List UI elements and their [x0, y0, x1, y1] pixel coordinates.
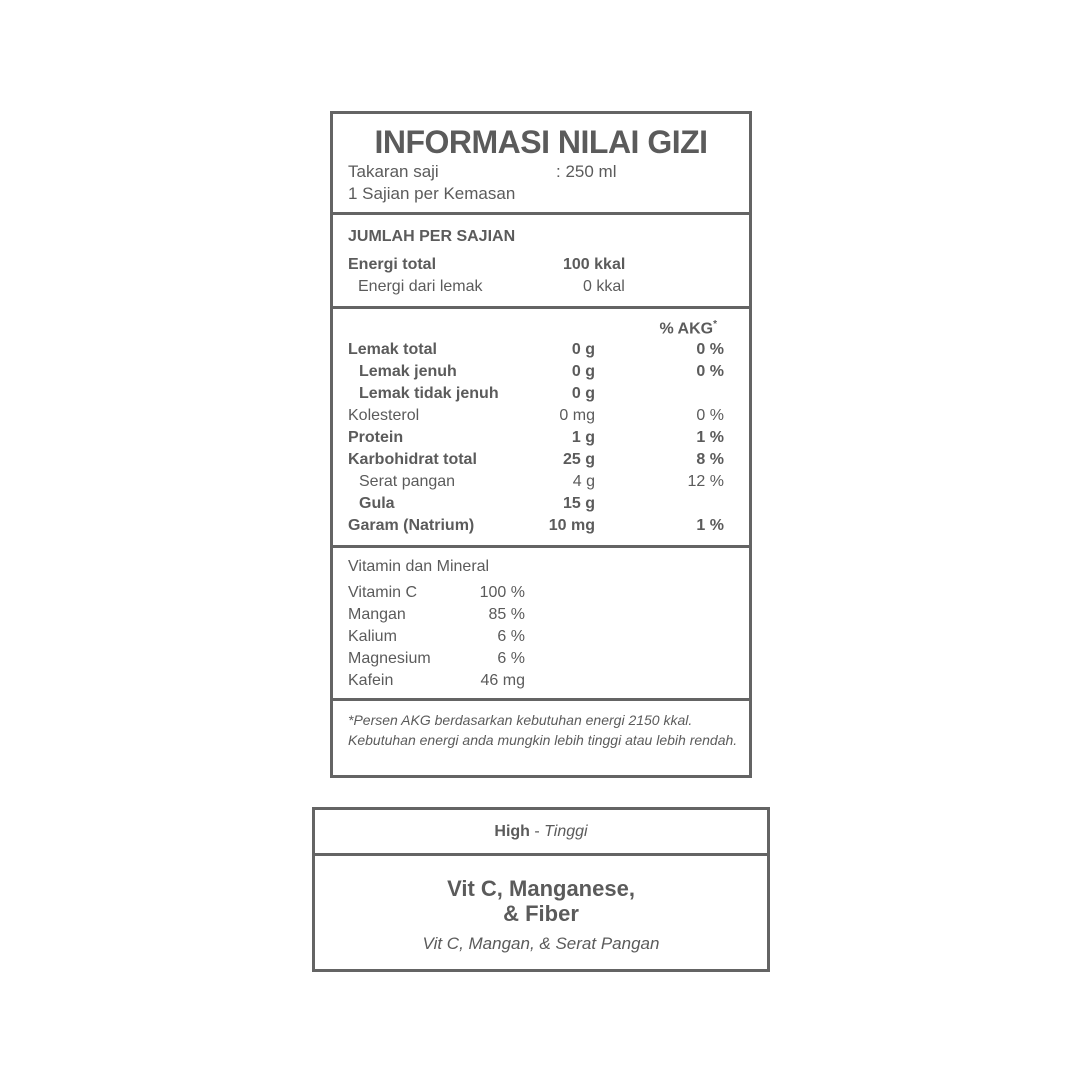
vitamin-name: Kafein — [348, 672, 394, 689]
vitamin-value: 6 % — [497, 650, 525, 667]
vitamin-value: 85 % — [488, 606, 525, 623]
nutrient-akg: 1 % — [696, 517, 724, 534]
nutrient-akg: 0 % — [696, 341, 724, 358]
nutrient-name: Lemak tidak jenuh — [359, 385, 499, 402]
high-label-en: High — [494, 823, 530, 840]
high-separator: - — [529, 823, 545, 840]
energy-total-label: Energi total — [348, 256, 437, 273]
nutrient-name: Serat pangan — [359, 473, 456, 490]
nutrient-amount: 1 g — [571, 429, 595, 446]
nutrient-amount: 0 g — [571, 385, 595, 402]
footnote-section — [333, 701, 749, 775]
nutrient-amount: 15 g — [562, 495, 595, 512]
nutrient-name: Protein — [348, 429, 404, 446]
nutrient-name: Garam (Natrium) — [348, 517, 475, 534]
nutrient-name: Kolesterol — [348, 407, 420, 424]
vitamin-name: Vitamin C — [348, 584, 418, 601]
nutrient-amount: 0 g — [571, 363, 595, 380]
nutrient-amount: 25 g — [562, 451, 595, 468]
nutrient-amount: 0 mg — [559, 407, 595, 424]
claim-headline-line2: & Fiber — [503, 901, 579, 926]
akg-header — [659, 319, 717, 338]
label-title: INFORMASI NILAI GIZI — [374, 124, 708, 160]
label-header — [333, 114, 749, 215]
nutrient-name: Lemak total — [348, 341, 437, 358]
akg-footnote: *Persen AKG berdasarkan kebutuhan energi 2150 kkal. Kebutuhan energi anda mungkin lebih tinggi atau lebih rendah. — [348, 712, 738, 748]
nutrient-amount: 10 mg — [548, 517, 595, 534]
energy-fat-label: Energi dari lemak — [358, 278, 483, 295]
nutrient-akg: 8 % — [696, 451, 724, 468]
akg-header-text: % AKG — [659, 320, 714, 338]
serving-size-label: Takaran saji — [348, 162, 439, 181]
claim-subline: Vit C, Mangan, & Serat Pangan — [422, 934, 660, 953]
vitamin-name: Magnesium — [348, 650, 431, 667]
vitamin-name: Kalium — [348, 628, 397, 645]
nutrient-akg: 12 % — [687, 473, 724, 490]
nutrient-akg: 0 % — [696, 407, 724, 424]
nutrition-facts-panel — [330, 111, 752, 778]
nutrient-amount: 0 g — [571, 341, 595, 358]
vitamin-value: 100 % — [479, 584, 525, 601]
claim-headline-line1: Vit C, Manganese, — [447, 876, 635, 901]
nutrient-name: Karbohidrat total — [348, 451, 477, 468]
akg-asterisk: * — [713, 319, 717, 330]
amount-per-serving-heading: JUMLAH PER SAJIAN — [348, 228, 516, 245]
vitamin-value: 6 % — [497, 628, 525, 645]
vitamins-heading: Vitamin dan Mineral — [348, 558, 490, 575]
vitamins-section — [333, 548, 749, 701]
nutrient-akg: 0 % — [696, 363, 724, 380]
nutrients-section — [333, 309, 749, 548]
serving-size-value: : 250 ml — [556, 162, 617, 181]
nutrient-amount: 4 g — [572, 473, 595, 490]
nutrient-name: Gula — [359, 495, 395, 512]
nutrient-name: Lemak jenuh — [359, 363, 457, 380]
high-claim-box — [312, 807, 770, 972]
high-claim-body — [315, 856, 767, 954]
energy-total-value: 100 kkal — [563, 256, 626, 273]
high-label-id: Tinggi — [544, 823, 588, 840]
nutrient-akg: 1 % — [696, 429, 724, 446]
vitamin-value: 46 mg — [480, 672, 525, 689]
servings-per-pack: 1 Sajian per Kemasan — [348, 184, 516, 203]
energy-section — [333, 215, 749, 309]
high-claim-header — [315, 810, 767, 856]
vitamin-name: Mangan — [348, 606, 406, 623]
energy-fat-value: 0 kkal — [583, 278, 625, 295]
